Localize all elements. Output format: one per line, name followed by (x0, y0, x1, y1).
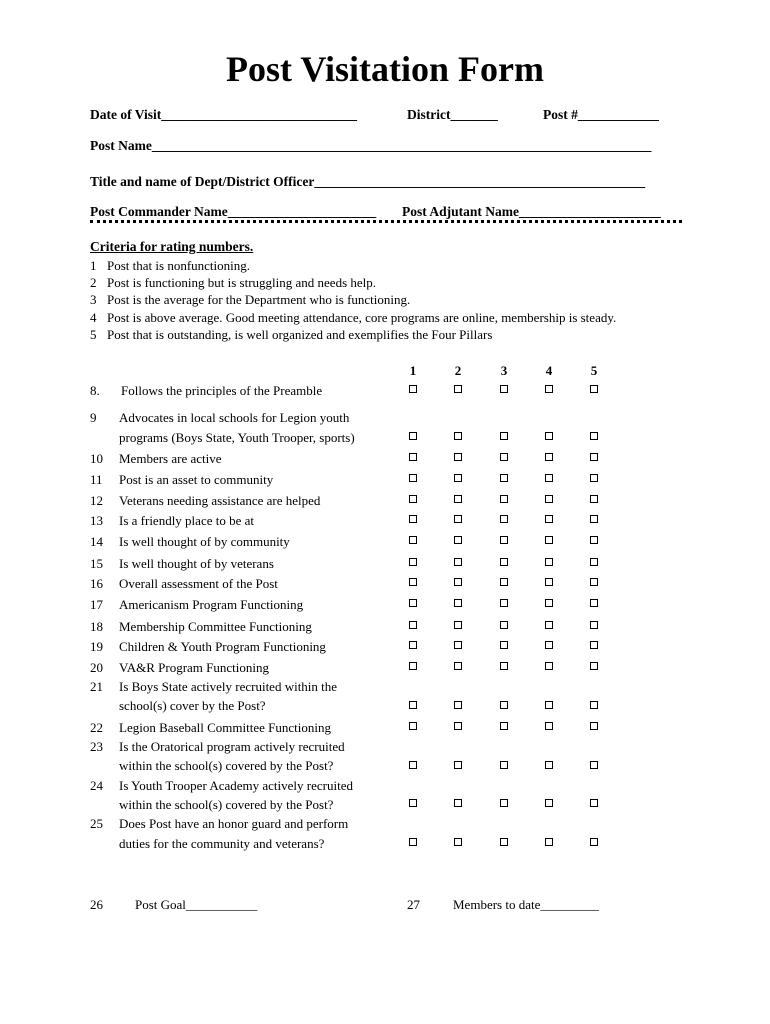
rating-checkbox-5[interactable] (590, 641, 598, 649)
rating-checkbox-1[interactable] (409, 722, 417, 730)
criteria-number: 4 (90, 310, 97, 325)
row-text: school(s) cover by the Post? (119, 698, 266, 713)
rating-checkbox-3[interactable] (500, 662, 508, 670)
rating-checkbox-2[interactable] (454, 599, 462, 607)
row-number: 12 (90, 493, 103, 508)
row-number: 20 (90, 660, 103, 675)
rating-checkbox-1[interactable] (409, 515, 417, 523)
rating-checkbox-1[interactable] (409, 641, 417, 649)
row-text: Overall assessment of the Post (119, 576, 278, 591)
officer-field[interactable]: Title and name of Dept/District Officer_________________________________________________ (90, 174, 646, 189)
rating-checkbox-5[interactable] (590, 453, 598, 461)
row-number: 13 (90, 513, 103, 528)
row-number: 23 (90, 739, 103, 754)
post-name-field[interactable]: Post Name__________________________________________________________________________ (90, 138, 652, 153)
rating-checkbox-4[interactable] (545, 536, 553, 544)
row-number: 16 (90, 576, 103, 591)
row-text: Does Post have an honor guard and perform (119, 816, 349, 831)
rating-checkbox-5[interactable] (590, 385, 598, 393)
rating-checkbox-5[interactable] (590, 799, 598, 807)
date-of-visit-field[interactable]: Date of Visit_____________________________ (90, 107, 357, 122)
rating-checkbox-2[interactable] (454, 662, 462, 670)
post-number-field[interactable]: Post #____________ (543, 107, 659, 122)
rating-checkbox-2[interactable] (454, 621, 462, 629)
rating-column-header-1: 1 (409, 363, 417, 378)
criteria-number: 1 (90, 258, 97, 273)
adjutant-field[interactable]: Post Adjutant Name_____________________ (402, 204, 661, 219)
rating-checkbox-3[interactable] (500, 385, 508, 393)
row-number: 25 (90, 816, 103, 831)
rating-checkbox-1[interactable] (409, 761, 417, 769)
rating-checkbox-4[interactable] (545, 662, 553, 670)
rating-column-header-4: 4 (545, 363, 553, 378)
rating-column-header-5: 5 (590, 363, 598, 378)
rating-checkbox-1[interactable] (409, 536, 417, 544)
row-text: Children & Youth Program Functioning (119, 639, 326, 654)
row-number: 19 (90, 639, 103, 654)
rating-checkbox-3[interactable] (500, 558, 508, 566)
rating-checkbox-5[interactable] (590, 662, 598, 670)
row-text: Advocates in local schools for Legion youth (119, 410, 350, 425)
row-number: 8. (90, 383, 100, 398)
rating-checkbox-4[interactable] (545, 722, 553, 730)
rating-checkbox-2[interactable] (454, 838, 462, 846)
rating-checkbox-3[interactable] (500, 453, 508, 461)
row-text: duties for the community and veterans? (119, 836, 325, 851)
row-number: 22 (90, 720, 103, 735)
rating-checkbox-2[interactable] (454, 578, 462, 586)
rating-checkbox-1[interactable] (409, 621, 417, 629)
rating-checkbox-5[interactable] (590, 761, 598, 769)
rating-checkbox-2[interactable] (454, 722, 462, 730)
rating-column-header-3: 3 (500, 363, 508, 378)
dotted-separator (90, 220, 682, 223)
rating-checkbox-1[interactable] (409, 385, 417, 393)
rating-checkbox-3[interactable] (500, 432, 508, 440)
row-number: 15 (90, 556, 103, 571)
row-text: within the school(s) covered by the Post? (119, 758, 334, 773)
row-text: Follows the principles of the Preamble (121, 383, 323, 398)
row-text: Americanism Program Functioning (119, 597, 304, 612)
criteria-title: Criteria for rating numbers. (90, 239, 254, 254)
rating-checkbox-2[interactable] (454, 701, 462, 709)
rating-checkbox-4[interactable] (545, 495, 553, 503)
rating-checkbox-1[interactable] (409, 474, 417, 482)
criteria-text: Post is above average. Good meeting attendance, core programs are online, membership is steady. (107, 310, 617, 325)
row-number: 10 (90, 451, 103, 466)
rating-checkbox-1[interactable] (409, 662, 417, 670)
row-number: 18 (90, 619, 103, 634)
rating-checkbox-5[interactable] (590, 515, 598, 523)
rating-checkbox-1[interactable] (409, 495, 417, 503)
row-number: 24 (90, 778, 103, 793)
rating-checkbox-5[interactable] (590, 536, 598, 544)
rating-checkbox-5[interactable] (590, 495, 598, 503)
row-number: 17 (90, 597, 103, 612)
post-goal-number: 26 (90, 897, 103, 912)
rating-checkbox-3[interactable] (500, 838, 508, 846)
rating-checkbox-4[interactable] (545, 799, 553, 807)
row-number: 21 (90, 679, 103, 694)
row-text: Is the Oratorical program actively recruited (119, 739, 345, 754)
rating-checkbox-4[interactable] (545, 474, 553, 482)
rating-checkbox-3[interactable] (500, 641, 508, 649)
rating-checkbox-2[interactable] (454, 641, 462, 649)
criteria-text: Post is functioning but is struggling and needs help. (107, 275, 377, 290)
rating-column-header-2: 2 (454, 363, 462, 378)
rating-checkbox-1[interactable] (409, 578, 417, 586)
rating-checkbox-2[interactable] (454, 495, 462, 503)
rating-checkbox-1[interactable] (409, 838, 417, 846)
members-to-date-number: 27 (407, 897, 420, 912)
rating-checkbox-3[interactable] (500, 722, 508, 730)
rating-checkbox-5[interactable] (590, 558, 598, 566)
rating-checkbox-5[interactable] (590, 722, 598, 730)
criteria-text: Post that is nonfunctioning. (107, 258, 250, 273)
rating-checkbox-3[interactable] (500, 536, 508, 544)
criteria-number: 2 (90, 275, 97, 290)
row-number: 9 (90, 410, 97, 425)
rating-checkbox-2[interactable] (454, 761, 462, 769)
row-text: Membership Committee Functioning (119, 619, 312, 634)
rating-checkbox-3[interactable] (500, 495, 508, 503)
rating-checkbox-2[interactable] (454, 453, 462, 461)
district-field[interactable]: District_______ (407, 107, 498, 122)
members-to-date-field[interactable]: Members to date_________ (453, 897, 599, 912)
criteria-text: Post is the average for the Department who is functioning. (107, 292, 411, 307)
rating-checkbox-4[interactable] (545, 701, 553, 709)
row-number: 14 (90, 534, 103, 549)
commander-field[interactable]: Post Commander Name______________________ (90, 204, 377, 219)
rating-checkbox-1[interactable] (409, 599, 417, 607)
rating-checkbox-3[interactable] (500, 761, 508, 769)
row-text: Is Youth Trooper Academy actively recruited (119, 778, 353, 793)
row-text: within the school(s) covered by the Post? (119, 797, 334, 812)
row-text: Legion Baseball Committee Functioning (119, 720, 331, 735)
rating-checkbox-3[interactable] (500, 799, 508, 807)
rating-checkbox-2[interactable] (454, 536, 462, 544)
rating-checkbox-1[interactable] (409, 701, 417, 709)
row-number: 11 (90, 472, 103, 487)
rating-checkbox-2[interactable] (454, 474, 462, 482)
rating-checkbox-1[interactable] (409, 799, 417, 807)
rating-checkbox-2[interactable] (454, 432, 462, 440)
rating-checkbox-3[interactable] (500, 599, 508, 607)
criteria-text: Post that is outstanding, is well organized and exemplifies the Four Pillars (107, 327, 493, 342)
row-text: Is a friendly place to be at (119, 513, 254, 528)
row-text: Members are active (119, 451, 222, 466)
rating-checkbox-4[interactable] (545, 599, 553, 607)
rating-checkbox-4[interactable] (545, 515, 553, 523)
rating-checkbox-5[interactable] (590, 474, 598, 482)
page-title: Post Visitation Form (226, 49, 544, 89)
rating-checkbox-2[interactable] (454, 515, 462, 523)
rating-checkbox-5[interactable] (590, 838, 598, 846)
rating-checkbox-4[interactable] (545, 432, 553, 440)
rating-checkbox-1[interactable] (409, 432, 417, 440)
row-text: VA&R Program Functioning (119, 660, 269, 675)
rating-checkbox-3[interactable] (500, 621, 508, 629)
rating-checkbox-2[interactable] (454, 799, 462, 807)
rating-checkbox-4[interactable] (545, 385, 553, 393)
rating-checkbox-4[interactable] (545, 641, 553, 649)
rating-checkbox-3[interactable] (500, 578, 508, 586)
rating-checkbox-1[interactable] (409, 558, 417, 566)
rating-checkbox-5[interactable] (590, 701, 598, 709)
row-text: Is well thought of by veterans (119, 556, 274, 571)
rating-checkbox-4[interactable] (545, 453, 553, 461)
rating-checkbox-5[interactable] (590, 432, 598, 440)
rating-checkbox-3[interactable] (500, 515, 508, 523)
criteria-number: 3 (90, 292, 97, 307)
rating-checkbox-5[interactable] (590, 599, 598, 607)
row-text: Is Boys State actively recruited within the (119, 679, 338, 694)
row-text: Post is an asset to community (119, 472, 274, 487)
rating-checkbox-4[interactable] (545, 838, 553, 846)
rating-checkbox-4[interactable] (545, 761, 553, 769)
rating-checkbox-2[interactable] (454, 385, 462, 393)
rating-checkbox-3[interactable] (500, 474, 508, 482)
rating-checkbox-4[interactable] (545, 558, 553, 566)
rating-checkbox-4[interactable] (545, 621, 553, 629)
row-text: programs (Boys State, Youth Trooper, sports) (119, 430, 355, 445)
rating-checkbox-5[interactable] (590, 578, 598, 586)
row-text: Is well thought of by community (119, 534, 290, 549)
rating-checkbox-2[interactable] (454, 558, 462, 566)
rating-checkbox-5[interactable] (590, 621, 598, 629)
row-text: Veterans needing assistance are helped (119, 493, 321, 508)
post-goal-field[interactable]: Post Goal___________ (135, 897, 258, 912)
rating-checkbox-1[interactable] (409, 453, 417, 461)
criteria-number: 5 (90, 327, 97, 342)
rating-checkbox-3[interactable] (500, 701, 508, 709)
rating-checkbox-4[interactable] (545, 578, 553, 586)
